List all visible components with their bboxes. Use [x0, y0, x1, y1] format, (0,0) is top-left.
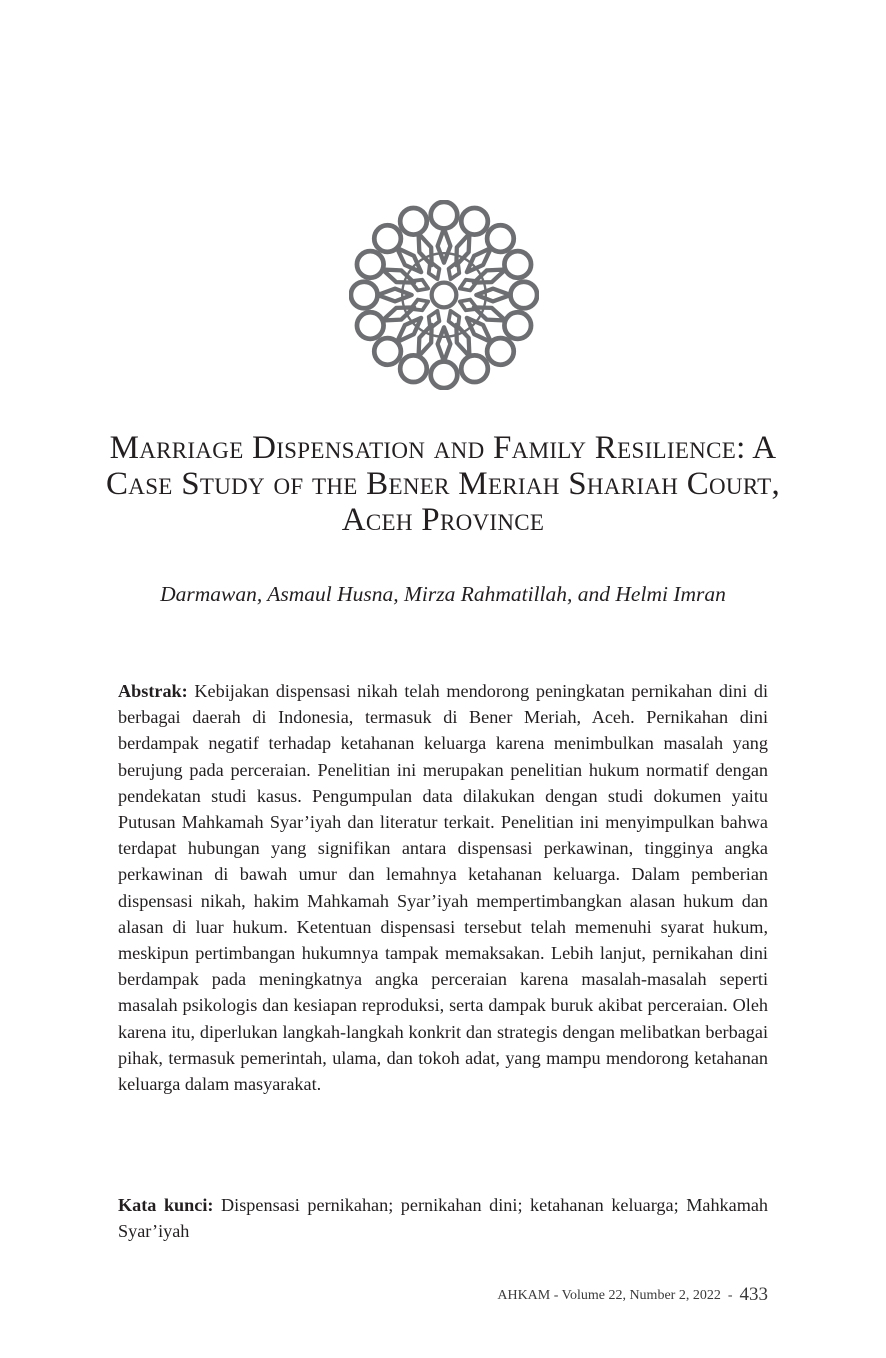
rosette-part: [351, 282, 378, 309]
rosette-part: [402, 253, 486, 337]
rosette-part: [460, 300, 478, 311]
rosette-part: [400, 355, 427, 382]
rosette-part: [460, 280, 478, 291]
rosette-part: [429, 262, 440, 280]
page-footer: [497, 1284, 768, 1307]
rosette-part: [411, 280, 429, 291]
rosette-part: [504, 312, 531, 339]
islamic-rosette-icon: [349, 200, 539, 390]
abstract-text: Kebijakan dispensasi nikah telah mendorong peningkatan pernikahan dini di berbagai daerah di Indonesia, termasuk di Bener Meriah, Aceh. Pernikahan dini berdampak negatif terhadap ketahanan keluarga karena menimbulkan masalah yang berujung pada perceraian. Penelitian ini merupakan penelitian hukum normatif dengan pendekatan studi kasus. Pengumpulan data dilakukan dengan studi dokumen yaitu Putusan Mahkamah Syar’iyah dan literatur terkait. Penelitian ini menyimpulkan bahwa terdapat hubungan yang signifikan antara dispensasi perkawinan, tingginya angka perkawinan di bawah umur dan lemahnya ketahanan keluarga. Dalam pemberian dispensasi nikah, hakim Mahkamah Syar’iyah mempertimbangkan alasan hukum dan alasan di luar hukum. Ketentuan dispensasi tersebut telah memenuhi syarat hukum, meskipun pertimbangan hukumnya tampak memaksakan. Lebih lanjut, pernikahan dini berdampak pada meningkatnya angka perceraian karena masalah-masalah seperti masalah psikologis dan kesiapan reproduksi, serta dampak buruk akibat perceraian. Oleh karena itu, diperlukan langkah-langkah konkrit dan strategis dengan melibatkan berbagai pihak, termasuk pemerintah, ulama, dan tokoh adat, yang mampu mendorong ketahanan keluarga dalam masyarakat.: [118, 681, 768, 1095]
footer-separator: -: [727, 1288, 733, 1303]
rosette-part: [357, 312, 384, 339]
paper-title: Marriage Dispensation and Family Resilience: A Case Study of the Bener Meriah Shariah Court, Aceh Province: [105, 430, 780, 538]
rosette-part: [449, 262, 460, 280]
page-number: 433: [739, 1284, 768, 1305]
rosette-part: [449, 311, 460, 329]
rosette-part: [476, 289, 510, 302]
rosette-part: [432, 283, 457, 308]
rosette-part: [431, 202, 458, 229]
journal-citation: AHKAM - Volume 22, Number 2, 2022: [497, 1288, 721, 1303]
rosette-part: [438, 327, 451, 361]
rosette-part: [461, 208, 488, 235]
author-list: Darmawan, Asmaul Husna, Mirza Rahmatillah, and Helmi Imran: [160, 582, 726, 606]
rosette-part: [504, 251, 531, 278]
rosette-part: [357, 251, 384, 278]
abstract-label: Abstrak:: [118, 681, 188, 701]
rosette-part: [378, 289, 412, 302]
rosette-part: [429, 311, 440, 329]
keywords-label: Kata kunci:: [118, 1195, 214, 1215]
rosette-part: [461, 355, 488, 382]
rosette-part: [400, 208, 427, 235]
rosette-part: [438, 229, 451, 263]
rosette-part: [411, 300, 429, 311]
keywords-text: Dispensasi pernikahan; pernikahan dini; ketahanan keluarga; Mahkamah Syar’iyah: [118, 1195, 769, 1242]
keywords: [118, 1192, 768, 1244]
rosette-part: [511, 282, 538, 309]
abstract: [118, 678, 768, 1097]
rosette-part: [431, 362, 458, 389]
